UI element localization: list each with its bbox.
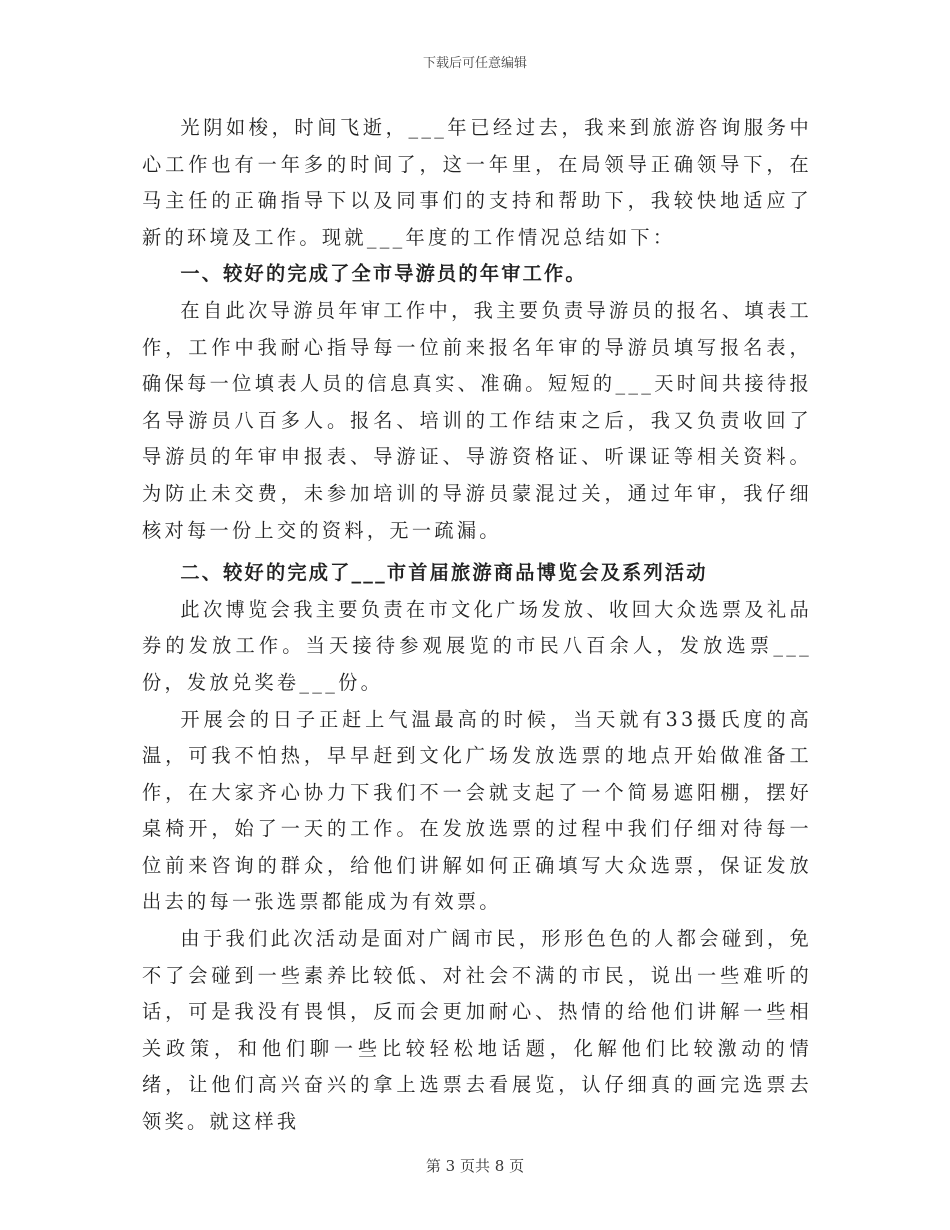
section-heading-2: 二、较好的完成了___市首届旅游商品博览会及系列活动 xyxy=(180,561,708,585)
section-1-paragraph: 在自此次导游员年审工作中，我主要负责导游员的报名、填表工作，工作中我耐心指导每一位前来报名年审的导游员填写报名表，确保每一位填表人员的信息真实、准确。短短的___天时间共接待报名导游员八百多人。报名、培训的工作结束之后，我又负责收回了导游员的年审申报表、导游证、导游资格证、听课证等相关资料。为防止未交费，未参加培训的导游员蒙混过关，通过年审，我仔细核对每一份上交的资料，无一疏漏。 xyxy=(142,298,812,542)
page-header: 下载后可任意编辑 xyxy=(422,56,527,71)
intro-paragraph: 光阴如梭，时间飞逝，___年已经过去，我来到旅游咨询服务中心工作也有一年多的时间了，这一年里，在局领导正确领导下，在马主任的正确指导下以及同事们的支持和帮助下，我较快地适应了新的环境及工作。现就___年度的工作情况总结如下： xyxy=(142,116,812,249)
document-body xyxy=(142,110,812,1141)
section-2-paragraph-3: 由于我们此次活动是面对广阔市民，形形色色的人都会碰到，免不了会碰到一些素养比较低、对社会不满的市民，说出一些难听的话，可是我没有畏惧，反而会更加耐心、热情的给他们讲解一些相关政策，和他们聊一些比较轻松地话题，化解他们比较激动的情绪，让他们高兴奋兴的拿上选票去看展览，认仔细真的画完选票去领奖。就这样我 xyxy=(142,927,812,1134)
section-2-paragraph-1: 此次博览会我主要负责在市文化广场发放、收回大众选票及礼品券的发放工作。当天接待参观展览的市民八百余人，发放选票___份，发放兑奖卷___份。 xyxy=(142,597,812,694)
section-2-paragraph-2: 开展会的日子正赶上气温最高的时候，当天就有33摄氏度的高温，可我不怕热，早早赶到文化广场发放选票的地点开始做准备工作，在大家齐心协力下我们不一会就支起了一个简易遮阳棚，摆好桌椅开，始了一天的工作。在发放选票的过程中我们仔细对待每一位前来咨询的群众，给他们讲解如何正确填写大众选票，保证发放出去的每一张选票都能成为有效票。 xyxy=(142,707,812,914)
section-heading-1: 一、较好的完成了全市导游员的年审工作。 xyxy=(180,262,587,286)
page-number: 第 3 页共 8 页 xyxy=(425,1157,525,1175)
